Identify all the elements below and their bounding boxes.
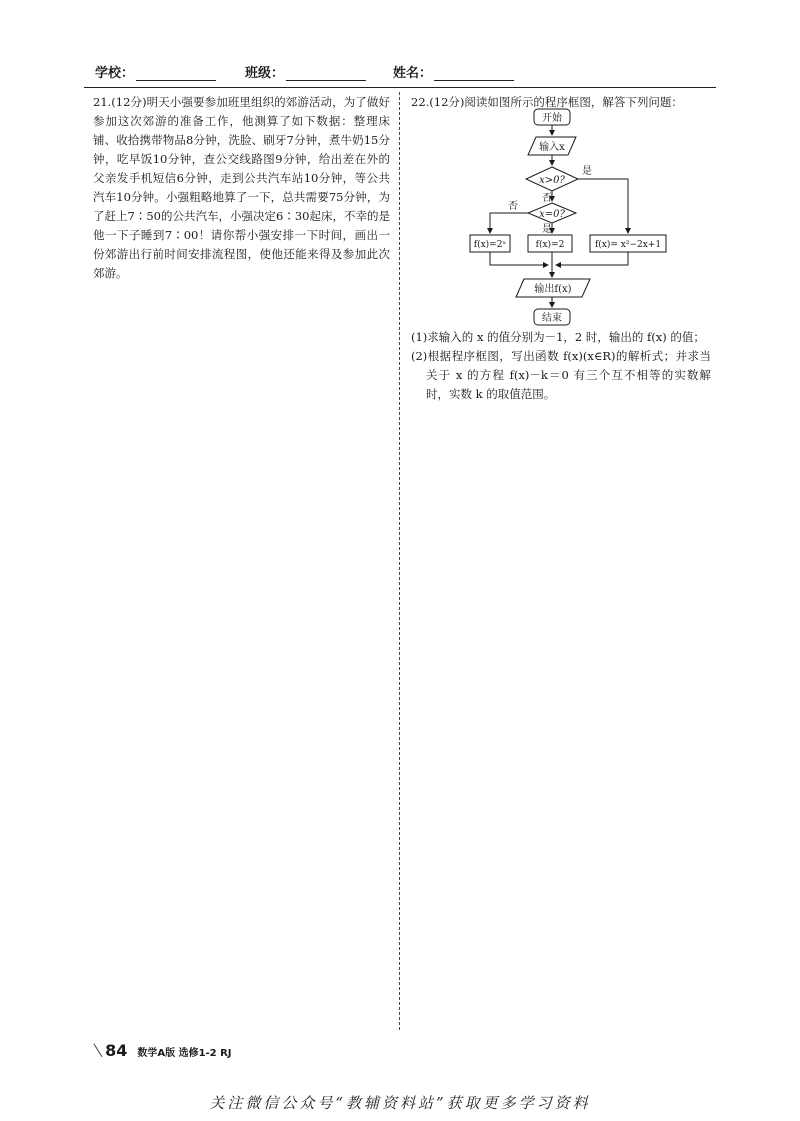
no2-label: 否 <box>508 201 518 212</box>
student-info-header <box>95 62 735 84</box>
class-label: 班级： <box>245 66 285 81</box>
input-label: 输入x <box>539 142 565 153</box>
program-flowchart <box>460 105 690 327</box>
school-label: 学校： <box>95 66 135 81</box>
yes1-label: 是 <box>582 166 592 177</box>
column-divider <box>399 92 400 1030</box>
cond2-label: x=0? <box>539 209 565 220</box>
name-blank <box>434 66 514 81</box>
box-mid-label: f(x)=2 <box>535 240 565 250</box>
book-title: 数学A版 选修1-2 RJ <box>137 1048 232 1059</box>
class-blank <box>286 66 366 81</box>
school-field <box>95 62 216 81</box>
question-22-parts <box>411 328 711 404</box>
question-22-intro: 22.(12分)阅读如图所示的程序框图，解答下列问题： <box>411 95 683 109</box>
question-21: 21.(12分)明天小强要参加班里组织的郊游活动，为了做好参加这次郊游的准备工作，他测算了如下数据：整理床铺、收拾携带物品8分钟，洗脸、刷牙7分钟，煮牛奶15分钟，吃早饭10分钟，查公交线路图9分钟，给出差在外的父亲发手机短信6分钟，走到公共汽车站10分钟，等公共汽车10分钟。小强粗略地算了一下，总共需要75分钟，为了赶上7∶50的公共汽车，小强决定6∶30起床，不幸的是他一下子睡到7∶00！请你帮小强安排一下时间，画出一份郊游出行前时间安排流程图，使他还能来得及参加此次郊游。 <box>93 95 390 280</box>
page-footer <box>92 1039 232 1062</box>
page-number: 84 <box>105 1041 128 1060</box>
yes2-label: 是 <box>542 224 552 235</box>
no1-label: 否 <box>542 193 552 204</box>
box-right-label: f(x)= x²−2x+1 <box>594 240 662 250</box>
name-field <box>393 62 514 81</box>
output-label: 输出f(x) <box>534 284 572 295</box>
end-label: 结束 <box>542 313 562 324</box>
question-22-part1: (1)求输入的 x 的值分别为－1，2 时，输出的 f(x) 的值； <box>411 330 705 344</box>
header-rule <box>84 87 716 88</box>
school-blank <box>136 66 216 81</box>
box-left-label: f(x)=2ˣ <box>473 240 507 250</box>
start-label: 开始 <box>542 113 562 124</box>
name-label: 姓名： <box>393 66 433 81</box>
watermark-text: 关注微信公众号“教辅资料站”获取更多学习资料 <box>209 1094 591 1112</box>
question-22-part2: (2)根据程序框图，写出函数 f(x)(x∈R)的解析式；并求当关于 x 的方程 f(x)－k＝0 有三个互不相等的实数解时，实数 k 的取值范围。 <box>411 349 711 401</box>
class-field <box>245 62 366 81</box>
footer-slash-decoration: \ <box>92 1039 104 1062</box>
cond1-label: x>0? <box>539 175 565 186</box>
